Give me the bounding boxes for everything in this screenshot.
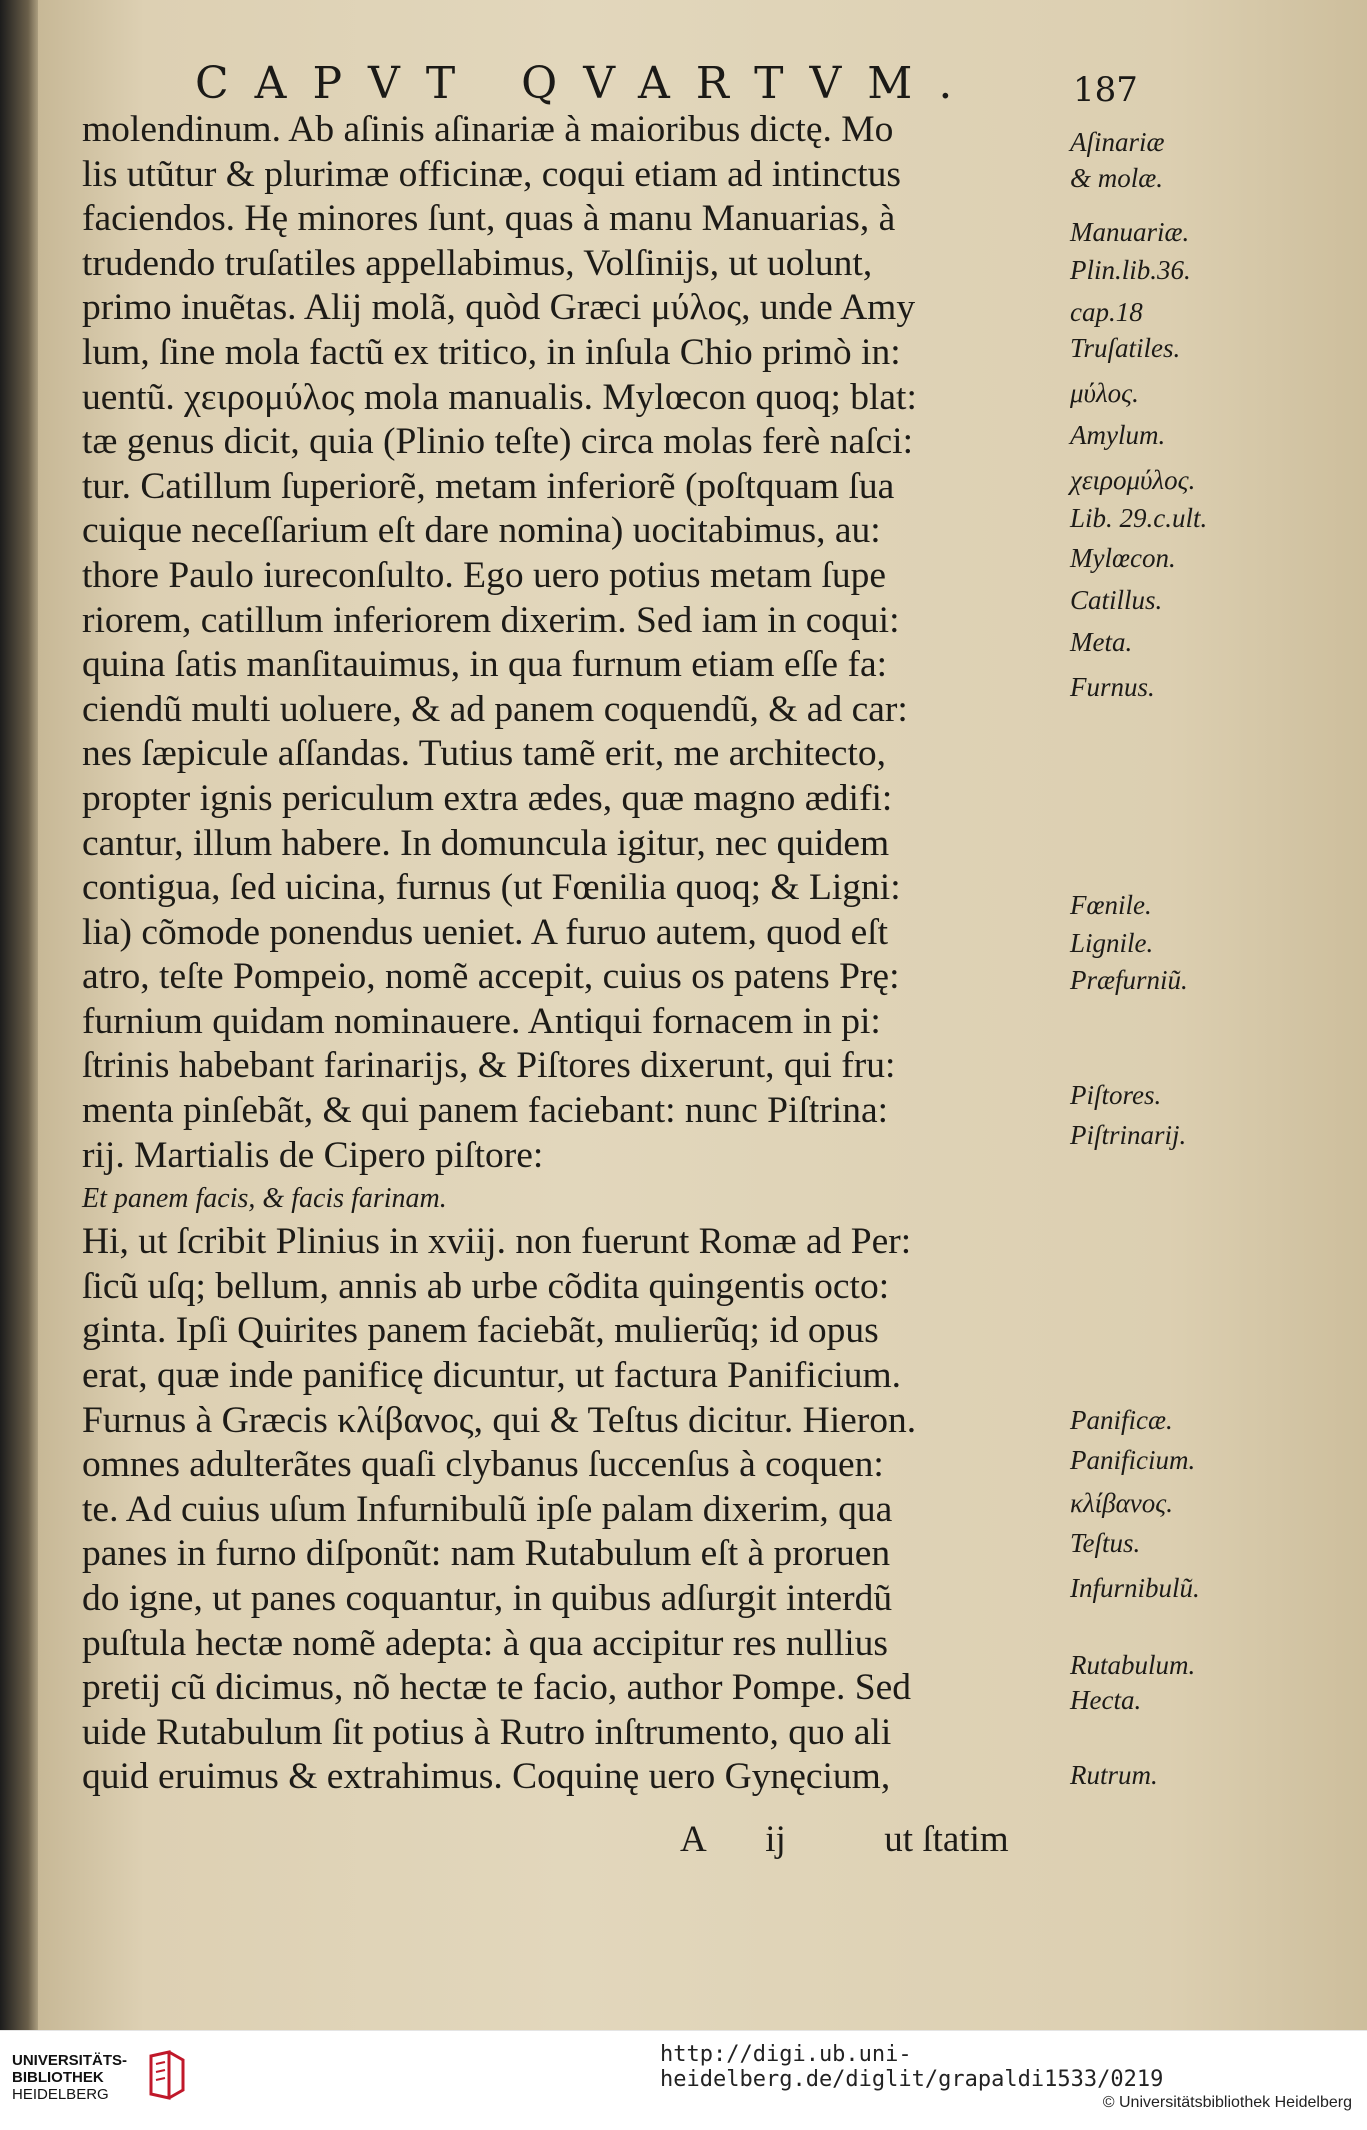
text-line: trudendo truſatiles appellabimus, Volſinijs, ut uolunt, [82,242,873,284]
margin-note: Fœnile. [1070,890,1152,920]
running-header: CAPVT QVARTVM. [195,58,979,109]
margin-note: Piſtores. [1070,1080,1162,1110]
text-line: atro, teſte Pompeio, nomẽ accepit, cuius os patens Prę: [82,956,900,998]
margin-note: Mylœcon. [1070,543,1176,573]
text-line: tæ genus dicit, quia (Plinio teſte) circa molas ferè naſci: [82,421,913,463]
margin-note: Lignile. [1070,928,1154,958]
margin-note: Panificium. [1070,1445,1196,1475]
margin-note: Manuariæ. [1070,217,1190,247]
margin-note: Truſatiles. [1070,333,1181,363]
text-line: ſicũ uſq; bellum, annis ab urbe cõdita quingentis octo: [82,1265,890,1307]
text-line: riorem, catillum inferiorem dixerim. Sed iam in coqui: [82,599,900,641]
margin-note: Infurnibulũ. [1070,1573,1200,1603]
text-line: te. Ad cuius uſum Infurnibulũ ipſe palam dixerim, qua [82,1488,893,1530]
logo-line: UNIVERSITÄTS- [12,2052,128,2069]
quotation-line: Et panem facis, & facis farinam. [82,1183,447,1215]
text-line: menta pinſebãt, & qui panem faciebant: nunc Piſtrina: [82,1090,889,1132]
text-line: furnium quidam nominauere. Antiqui fornacem in pi: [82,1000,881,1042]
text-line: lum, ſine mola factũ ex tritico, in inſula Chio primò in: [82,331,901,373]
signature-mark: A [680,1819,707,1860]
library-logo[interactable] [12,2048,242,2108]
book-gutter [0,0,40,2030]
margin-note: Catillus. [1070,585,1163,615]
margin-note: Teſtus. [1070,1528,1141,1558]
text-line: lis utũtur & plurimæ officinæ, coqui etiam ad intinctus [82,153,902,195]
margin-note: χειρομύλος. [1070,465,1196,495]
signature-number: ij [765,1819,786,1860]
margin-note: Lib. 29.c.ult. [1070,503,1208,533]
text-line: propter ignis periculum extra ædes, quæ magno ædifi: [82,777,893,819]
margin-note: Meta. [1070,627,1133,657]
margin-note: Præfurniũ. [1070,965,1188,995]
text-line: cuique neceſſarium eſt dare nomina) uocitabimus, au: [82,510,881,552]
logo-line: HEIDELBERG [12,2086,109,2103]
text-line: tur. Catillum ſuperiorẽ, metam inferiorẽ (poſtquam ſua [82,465,895,507]
margin-note: Furnus. [1070,672,1155,702]
text-line: erat, quæ inde panificę dicuntur, ut factura Panificium. [82,1355,902,1397]
text-line: quina ſatis manſitauimus, in qua furnum etiam eſſe fa: [82,644,888,686]
text-line: faciendos. Hę minores ſunt, quas à manu Manuarias, à [82,198,896,240]
margin-note: & molæ. [1070,163,1164,193]
catchword: ut ſtatim [884,1819,1009,1860]
page-number: 187 [1073,70,1138,110]
text-line: primo inuẽtas. Alij molã, quòd Græci μύλος, unde Amy [82,287,916,329]
margin-note: Rutabulum. [1070,1650,1196,1680]
text-line: ciendũ multi uoluere, & ad panem coquendũ, & ad car: [82,688,908,730]
text-line: do igne, ut panes coquantur, in quibus adſurgit interdũ [82,1578,893,1619]
margin-note: Panificæ. [1070,1405,1173,1435]
margin-note: Piſtrinarij. [1070,1120,1187,1150]
margin-note: Rutrum. [1070,1760,1158,1790]
margin-note: Plin.lib.36. [1070,255,1191,285]
text-line: lia) cõmode ponendus ueniet. A furuo autem, quod eſt [82,911,889,953]
margin-note: Hecta. [1070,1685,1142,1715]
library-logo-text [12,2052,127,2103]
margin-note: Aſinariæ [1070,127,1165,157]
text-line: cantur, illum habere. In domuncula igitur, nec quidem [82,822,890,864]
permalink-url[interactable]: http://digi.ub.uni-heidelberg.de/diglit/grapaldi1533/0219 [660,2042,1164,2092]
text-line: nes ſæpicule aſſandas. Tutius tamẽ erit, me architecto, [82,733,886,775]
margin-note: κλίβανος. [1070,1488,1173,1518]
margin-note: Amylum. [1070,420,1166,450]
text-line: thore Paulo iureconſulto. Ego uero potius metam ſupe [82,554,886,596]
text-line: uide Rutabulum ſit potius à Rutro inſtrumento, quo ali [82,1711,892,1753]
margin-note: cap.18 [1070,297,1143,327]
text-line: omnes adulterãtes quaſi clybanus ſuccenſus à coquen: [82,1444,884,1486]
logo-line: BIBLIOTHEK [12,2069,104,2086]
text-line: quid eruimus & extrahimus. Coquinę uero Gynęcium, [82,1756,891,1798]
text-line: molendinum. Ab aſinis aſinariæ à maioribus dictę. Mo [82,109,894,150]
text-line: contigua, ſed uicina, furnus (ut Fœnilia quoq; & Ligni: [82,867,901,909]
margin-note: μύλος. [1070,378,1139,408]
text-line: puſtula hectæ nomẽ adepta: à qua accipitur res nullius [82,1622,888,1664]
text-line: Furnus à Græcis κλίβανος, qui & Teſtus dicitur. Hieron. [82,1399,917,1441]
text-line: pretij cũ dicimus, nõ hectæ te facio, author Pompe. Sed [82,1667,911,1709]
text-line: ſtrinis habebant farinarijs, & Piſtores dixerunt, qui fru: [82,1045,896,1087]
text-line: panes in furno diſponũt: nam Rutabulum eſt à proruen [82,1533,891,1575]
copyright-notice: © Universitätsbibliothek Heidelberg [1102,2094,1352,2111]
catchword-line [680,1818,1009,1861]
body-text [82,108,1057,1800]
library-emblem-icon [147,2050,187,2102]
text-line: rij. Martialis de Cipero piſtore: [82,1134,544,1176]
text-line: Hi, ut ſcribit Plinius in xviij. non fuerunt Romæ ad Per: [82,1221,912,1263]
text-line: ginta. Ipſi Quirites panem faciebãt, mulierũq; id opus [82,1310,879,1352]
text-line: uentũ. χειρομύλος mola manualis. Mylœcon quoq; blat: [82,376,917,418]
